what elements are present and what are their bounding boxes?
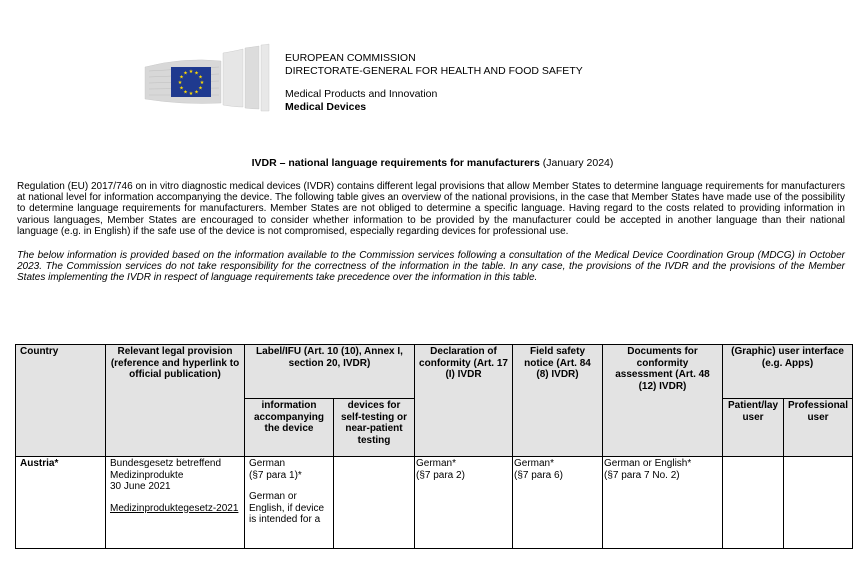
european-commission-logo <box>143 43 271 113</box>
svg-text:★: ★ <box>188 69 194 75</box>
ec-logo-graphic <box>143 43 271 113</box>
subheader-self-testing: devices for self-testing or near-patient testing <box>334 399 415 457</box>
cell-field-safety-notice <box>513 457 603 549</box>
header-field-safety-notice: Field safety notice (Art. 84 (8) IVDR) <box>513 345 603 457</box>
table-row <box>16 457 853 549</box>
cell-patient-user <box>723 457 784 549</box>
fsn-language: German* <box>514 458 555 469</box>
legal-act-date: 30 June 2021 <box>110 481 171 493</box>
directorate-name: DIRECTORATE-GENERAL FOR HEALTH AND FOOD SAFETY <box>285 64 583 77</box>
header-user-interface: (Graphic) user interface (e.g. Apps) <box>723 345 853 399</box>
svg-text:★: ★ <box>199 80 205 86</box>
header-declaration: Declaration of conformity (Art. 17 (I) IVDR <box>415 345 513 457</box>
svg-text:★: ★ <box>183 70 188 77</box>
cell-self-testing <box>334 457 415 549</box>
info-alternative: German or English, if device is intended for a <box>249 491 325 526</box>
header-documents: Documents for conformity assessment (Art. 48 (12) IVDR) <box>603 345 723 457</box>
cell-documents <box>603 457 723 549</box>
header-block <box>285 52 583 113</box>
header-country: Country <box>16 345 106 457</box>
subunit-name: Medical Devices <box>285 100 367 113</box>
svg-text:★: ★ <box>198 74 203 81</box>
organisation-name: EUROPEAN COMMISSION <box>285 52 416 64</box>
svg-text:★: ★ <box>194 70 199 77</box>
subheader-professional-user: Professional user <box>784 399 853 457</box>
cell-country: Austria* <box>16 457 106 549</box>
unit-name: Medical Products and Innovation <box>285 88 438 100</box>
info-language: German <box>249 458 286 469</box>
svg-text:★: ★ <box>183 89 188 96</box>
declaration-reference: (§7 para 2) <box>416 469 465 481</box>
intro-paragraph: Regulation (EU) 2017/746 on in vitro diagnostic medical devices (IVDR) contains different legal provisions that allow Member States to determine language requirements for manufacturers at national level for information accompanying the device. The following table gives an overview of the national provisions, in the case that Member States have made use of the possibility to determine language requirements for manufacturers. Member States are not obliged to determine a specific language. Having regard to the costs related to providing information in various languages, Member States are encouraged to consider whether information to be provided by the manufacturer could be accepted in another language than their national language (e.g. in English) if the safe use of the device is not compromised, especially regarding devices for professional use. <box>17 181 845 237</box>
svg-text:★: ★ <box>198 85 203 92</box>
svg-text:★: ★ <box>177 80 183 86</box>
header-legal-provision: Relevant legal provision (reference and hyperlink to official publication) <box>106 345 245 457</box>
title-date: (January 2024) <box>542 157 614 169</box>
svg-text:★: ★ <box>194 89 199 96</box>
cell-professional-user <box>784 457 853 549</box>
legal-act-name: Bundesgesetz betreffend Medizinprodukte <box>110 458 222 481</box>
documents-reference: (§7 para 7 No. 2) <box>604 469 680 481</box>
subheader-patient-user: Patient/lay user <box>723 399 784 457</box>
disclaimer-paragraph: The below information is provided based on the information available to the Commission services following a consultation of the Medical Device Coordination Group (MDCG) in October 2023. The Commission services do not take responsibility for the correctness of the information in the table. In any case, the provisions of the IVDR and the provisions of the Member States implementing the IVDR in respect of language requirements take precedence over the information in this table. <box>17 250 845 284</box>
document-title <box>0 157 865 169</box>
documents-language: German or English* <box>604 458 692 469</box>
language-requirements-table <box>15 344 853 549</box>
svg-text:★: ★ <box>179 74 184 81</box>
info-reference: (§7 para 1)* <box>249 469 302 481</box>
svg-text:★: ★ <box>179 85 184 92</box>
fsn-reference: (§7 para 6) <box>514 469 563 481</box>
svg-text:★: ★ <box>188 91 194 97</box>
cell-information <box>245 457 334 549</box>
legal-act-link[interactable]: Medizinproduktegesetz-2021 <box>110 502 239 514</box>
header-label-ifu: Label/IFU (Art. 10 (10), Annex I, section 20, IVDR) <box>245 345 415 399</box>
table-header-row <box>16 345 853 399</box>
title-main: IVDR – national language requirements for manufacturers <box>251 157 540 169</box>
subheader-information: information accompanying the device <box>245 399 334 457</box>
cell-legal-provision <box>106 457 245 549</box>
cell-declaration <box>415 457 513 549</box>
declaration-language: German* <box>416 458 457 469</box>
